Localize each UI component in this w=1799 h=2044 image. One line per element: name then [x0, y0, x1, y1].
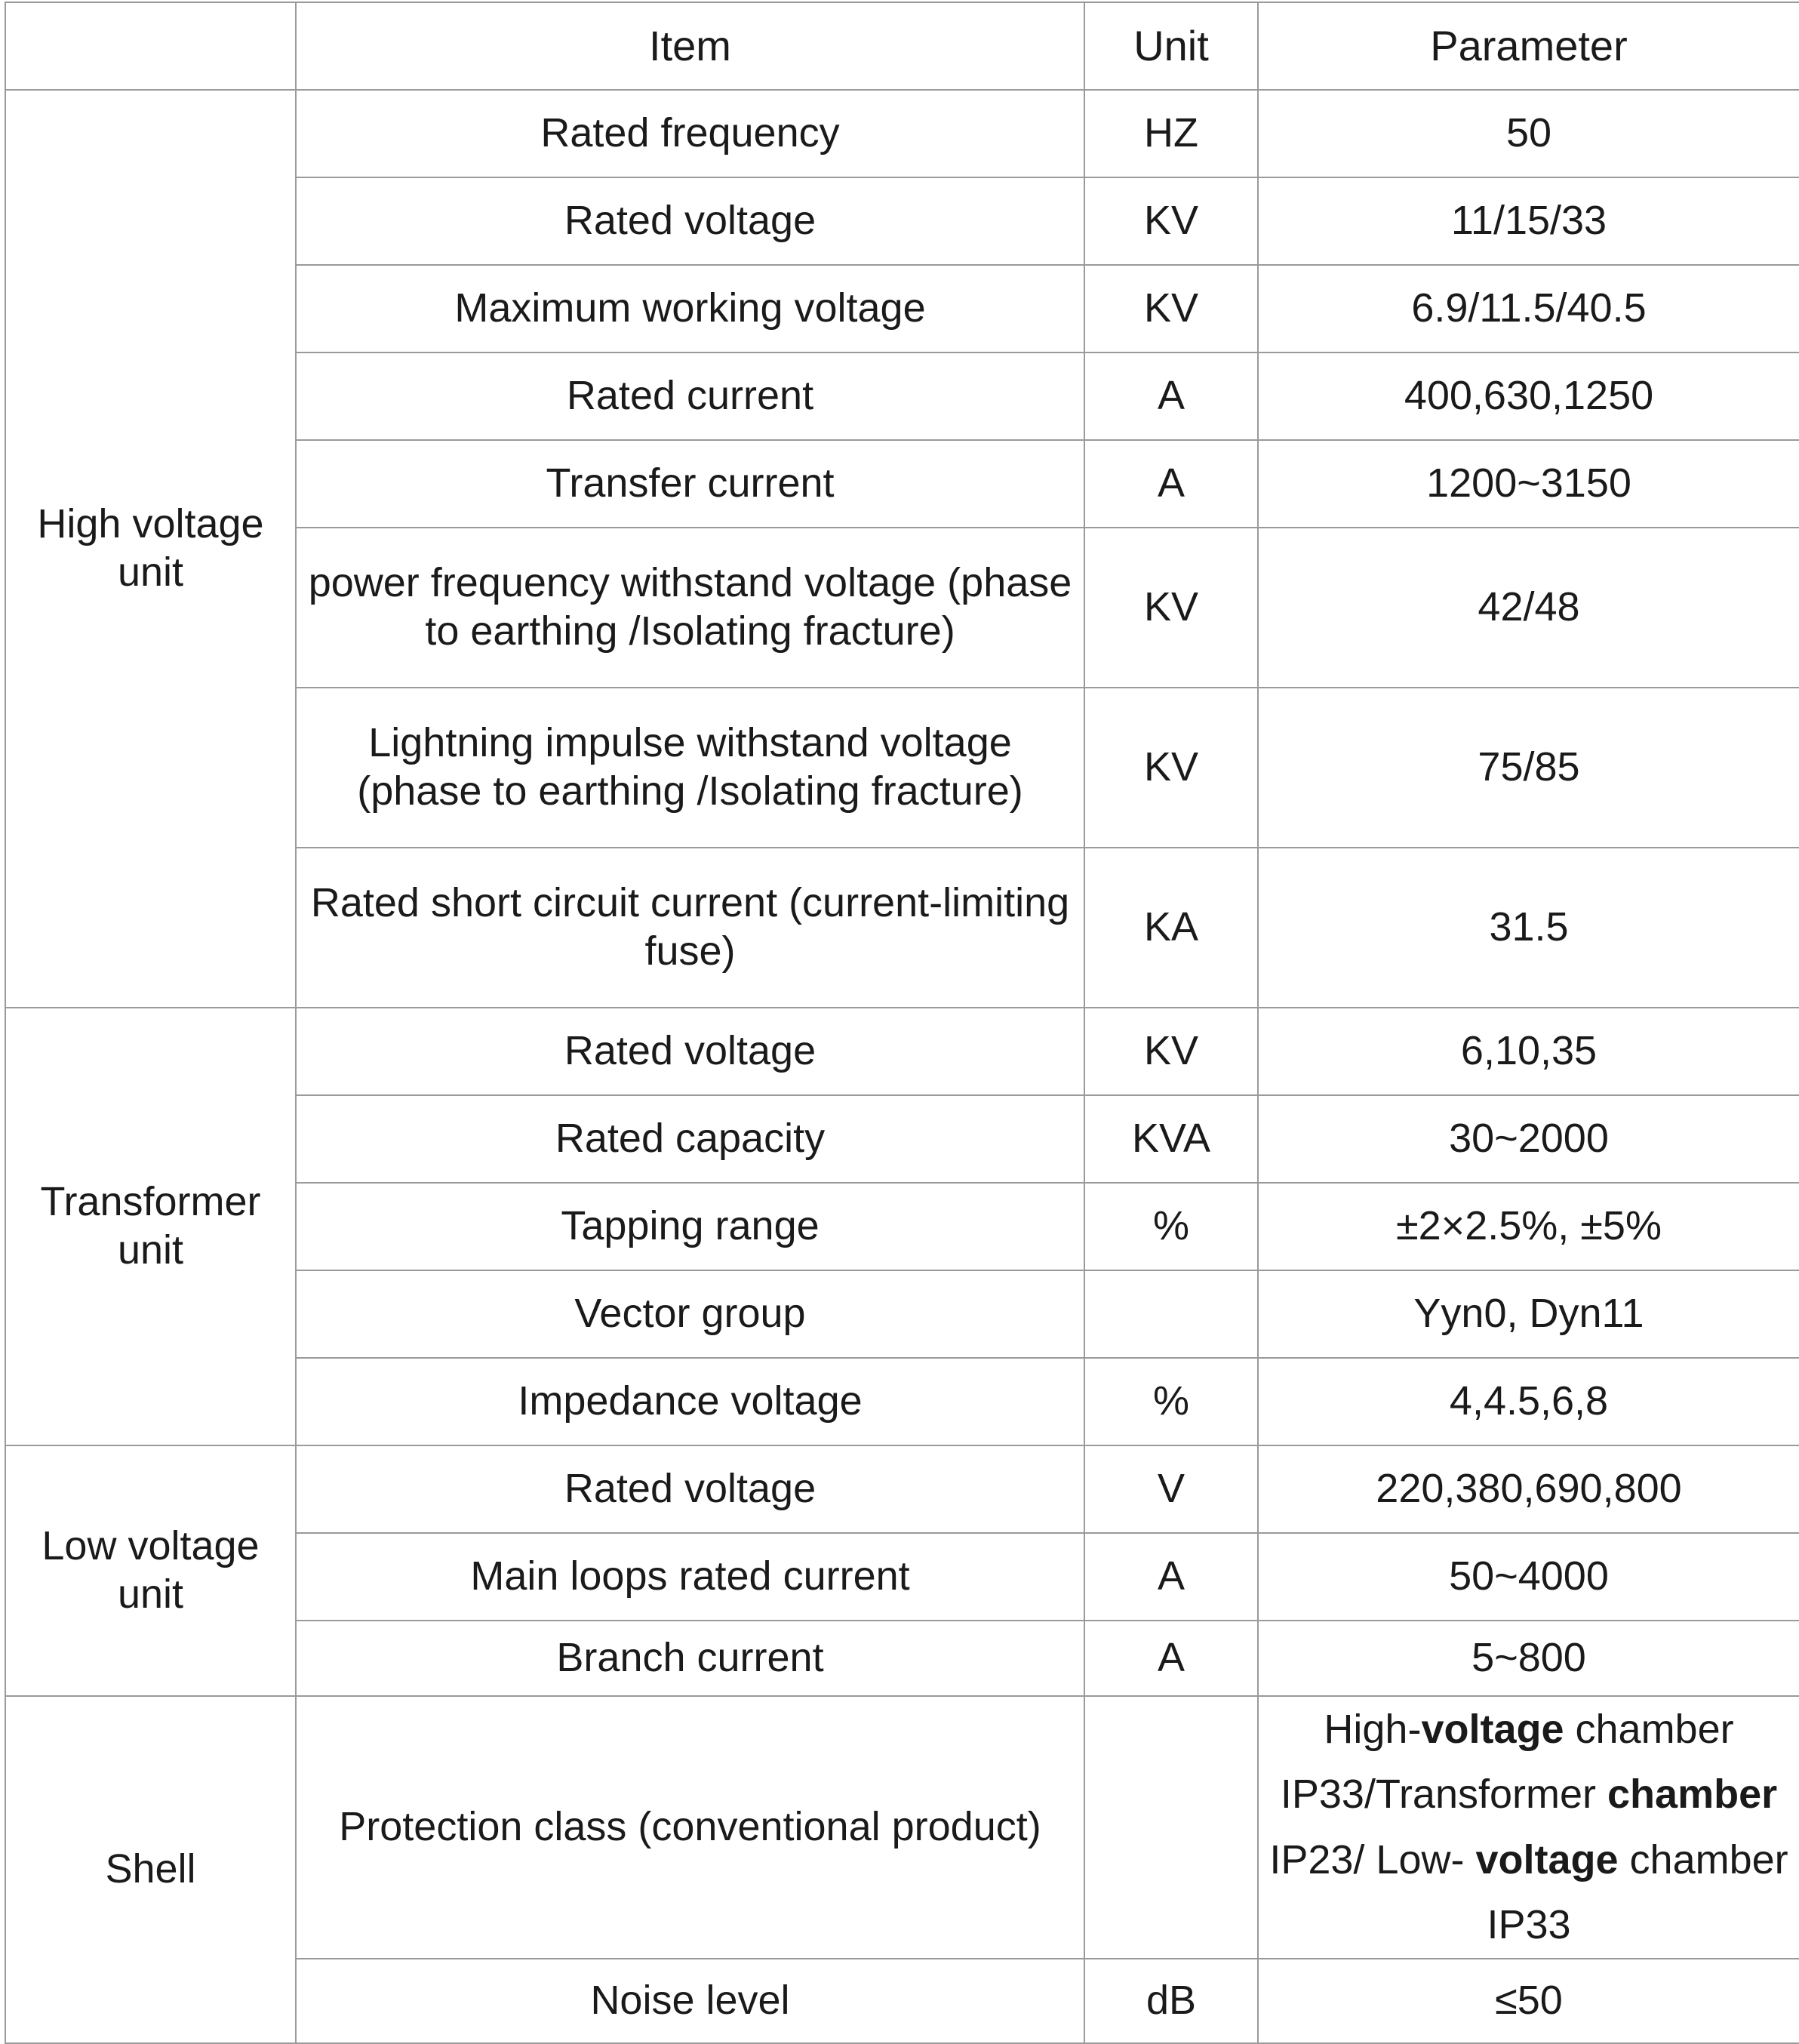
- parameter-cell: 11/15/33: [1258, 177, 1799, 265]
- unit-cell: [1084, 1270, 1258, 1358]
- item-cell: Maximum working voltage: [296, 265, 1084, 352]
- header-item: Item: [296, 2, 1084, 90]
- param-text: chamber IP33/Transformer: [1280, 1707, 1734, 1818]
- item-cell: Transfer current: [296, 440, 1084, 528]
- unit-cell: KV: [1084, 688, 1258, 848]
- param-text: chamber IP33: [1487, 1836, 1788, 1948]
- parameter-cell: ≤50: [1258, 1959, 1799, 2043]
- table-row: [5, 1445, 1799, 1533]
- item-cell: Rated capacity: [296, 1095, 1084, 1183]
- parameter-cell: [1258, 1696, 1799, 1959]
- unit-cell: KVA: [1084, 1095, 1258, 1183]
- unit-cell: KV: [1084, 265, 1258, 352]
- unit-cell: A: [1084, 1533, 1258, 1621]
- parameter-cell: 50~4000: [1258, 1533, 1799, 1621]
- item-cell: Vector group: [296, 1270, 1084, 1358]
- parameter-cell: 400,630,1250: [1258, 352, 1799, 440]
- unit-cell: %: [1084, 1183, 1258, 1270]
- parameter-cell: ±2×2.5%, ±5%: [1258, 1183, 1799, 1270]
- item-cell: Branch current: [296, 1621, 1084, 1696]
- item-cell: Rated short circuit current (current-limiting fuse): [296, 848, 1084, 1008]
- param-text: IP23/ Low-: [1269, 1836, 1476, 1882]
- item-cell: Rated voltage: [296, 177, 1084, 265]
- unit-cell: A: [1084, 1621, 1258, 1696]
- item-cell: Protection class (conventional product): [296, 1696, 1084, 1959]
- parameter-cell: 4,4.5,6,8: [1258, 1358, 1799, 1445]
- header-blank: [5, 2, 296, 90]
- param-text: High-: [1324, 1707, 1422, 1752]
- unit-cell: %: [1084, 1358, 1258, 1445]
- header-parameter: Parameter: [1258, 2, 1799, 90]
- param-bold: chamber: [1607, 1772, 1778, 1818]
- parameter-cell: 5~800: [1258, 1621, 1799, 1696]
- parameter-cell: 220,380,690,800: [1258, 1445, 1799, 1533]
- group-high-voltage: High voltage unit: [5, 90, 296, 1008]
- unit-cell: A: [1084, 440, 1258, 528]
- unit-cell: dB: [1084, 1959, 1258, 2043]
- item-cell: Lightning impulse withstand voltage (phase to earthing /Isolating fracture): [296, 688, 1084, 848]
- parameter-cell: 75/85: [1258, 688, 1799, 848]
- table-row: [5, 1008, 1799, 1095]
- item-cell: power frequency withstand voltage (phase to earthing /Isolating fracture): [296, 528, 1084, 688]
- item-cell: Impedance voltage: [296, 1358, 1084, 1445]
- param-bold: voltage: [1421, 1707, 1564, 1752]
- unit-cell: KV: [1084, 1008, 1258, 1095]
- parameter-cell: 42/48: [1258, 528, 1799, 688]
- item-cell: Rated voltage: [296, 1008, 1084, 1095]
- group-shell: Shell: [5, 1696, 296, 2043]
- table-row: [5, 1696, 1799, 1959]
- item-cell: Rated voltage: [296, 1445, 1084, 1533]
- item-cell: Noise level: [296, 1959, 1084, 2043]
- parameter-cell: 6.9/11.5/40.5: [1258, 265, 1799, 352]
- unit-cell: V: [1084, 1445, 1258, 1533]
- item-cell: Rated frequency: [296, 90, 1084, 177]
- parameter-cell: Yyn0, Dyn11: [1258, 1270, 1799, 1358]
- header-unit: Unit: [1084, 2, 1258, 90]
- header-row: [5, 2, 1799, 90]
- table-row: [5, 90, 1799, 177]
- spec-table: [5, 2, 1799, 2044]
- group-low-voltage: Low voltage unit: [5, 1445, 296, 1696]
- unit-cell: A: [1084, 352, 1258, 440]
- parameter-cell: 30~2000: [1258, 1095, 1799, 1183]
- parameter-cell: 6,10,35: [1258, 1008, 1799, 1095]
- parameter-cell: 50: [1258, 90, 1799, 177]
- parameter-cell: 31.5: [1258, 848, 1799, 1008]
- param-bold: voltage: [1475, 1836, 1619, 1882]
- item-cell: Tapping range: [296, 1183, 1084, 1270]
- item-cell: Main loops rated current: [296, 1533, 1084, 1621]
- item-cell: Rated current: [296, 352, 1084, 440]
- unit-cell: KA: [1084, 848, 1258, 1008]
- unit-cell: HZ: [1084, 90, 1258, 177]
- unit-cell: KV: [1084, 177, 1258, 265]
- unit-cell: KV: [1084, 528, 1258, 688]
- group-transformer: Transformer unit: [5, 1008, 296, 1445]
- parameter-cell: 1200~3150: [1258, 440, 1799, 528]
- unit-cell: [1084, 1696, 1258, 1959]
